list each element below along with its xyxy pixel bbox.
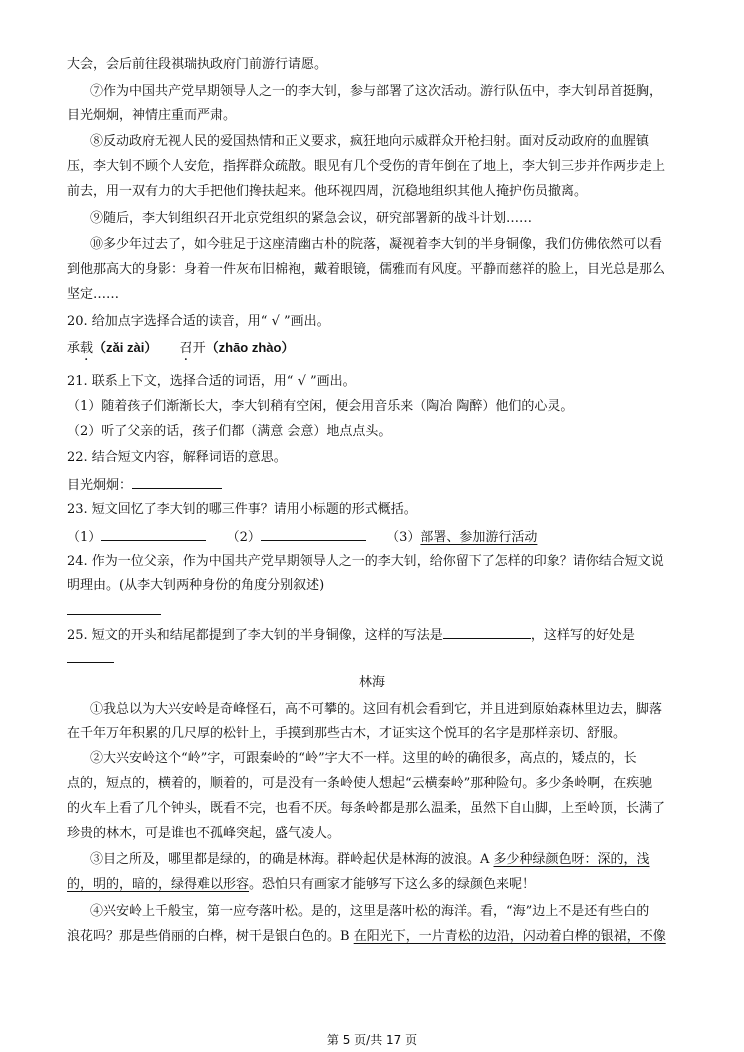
paragraph-7: ⑦作为中国共产党早期领导人之一的李大钊，参与部署了这次活动。游行队伍中，李大钊昂首挺胸，: [90, 84, 663, 99]
page-footer: 第 5 页/共 17 页: [326, 1033, 418, 1047]
paragraph-9: ⑨随后，李大钊组织召开北京党组织的紧急会议，研究部署新的战斗计划……: [90, 211, 533, 226]
question-25: [67, 624, 635, 646]
forest-paragraph-2-cont: 点的，短点的，横着的，顺着的，可是没有一条岭使人想起“云横秦岭”那种险句。多少条岭啊，在疾驰: [67, 776, 653, 791]
question-21: 21. 联系上下文，选择合适的词语，用“ √ ”画出。: [67, 374, 356, 389]
question-23: 23. 短文回忆了李大钊的哪三件事？请用小标题的形式概括。: [67, 502, 417, 517]
passage-title: 林海: [358, 675, 385, 690]
forest-paragraph-2: ②大兴安岭这个“岭”字，可跟秦岭的“岭”字大不一样。这里的岭的确很多，高点的，矮点的，长: [90, 751, 637, 766]
q20-dotted-char: 召: [179, 341, 193, 356]
answer-blank[interactable]: [443, 624, 531, 639]
forest-p4-text: 浪花吗？那是些俏丽的白桦，树干是银白色的。B: [67, 929, 354, 944]
question-24-cont: 明理由。(从李大钊两种身份的角度分别叙述): [67, 578, 325, 593]
q20-pinyin-a[interactable]: （zǎi zài）: [93, 340, 158, 355]
question-24: 24. 作为一位父亲，作为中国共产党早期领导人之一的李大钊，给你留下了怎样的印象？请你结合短文说: [67, 554, 664, 569]
paragraph-10-cont: 坚定……: [67, 287, 120, 302]
paragraph-8-cont: 前去，用一双有力的大手把他们搀扶起来。他环视四周，沉稳地组织其他人掩护伤员撤离。: [67, 184, 588, 199]
q23-item-2: （2）: [226, 530, 261, 545]
forest-paragraph-4-cont: [67, 927, 666, 947]
q25-text: 25. 短文的开头和结尾都提到了李大钊的半身铜像，这样的写法是: [67, 628, 443, 643]
forest-paragraph-1-cont: 在千年万年积累的几尺厚的松针上，手摸到那些古木，才证实这个悦耳的名字是那样亲切、舒服。: [67, 726, 627, 741]
forest-p3-text: 。恐怕只有画家才能够写下这么多的绿颜色来呢！: [249, 877, 536, 892]
forest-paragraph-1: ①我总以为大兴安岭是奇峰怪石，高不可攀的。这回有机会看到它，并且进到原始森林里边去，脚落: [90, 702, 663, 717]
answer-blank[interactable]: [101, 526, 206, 541]
question-24-answer: [67, 600, 161, 622]
q25-text: ，这样写的好处是: [530, 628, 635, 643]
forest-paragraph-2-cont: 的火车上看了几个钟头，既看不完，也看不厌。每条岭都是那么温柔，虽然下自山脚，上至岭顶，长满了: [67, 801, 666, 816]
underlined-sentence-a: 多少种绿颜色呀：深的，浅: [493, 852, 650, 867]
q23-item-3: （3）: [386, 530, 421, 545]
answer-blank[interactable]: [67, 648, 114, 663]
paragraph-7-cont: 目光炯炯，神情庄重而严肃。: [67, 108, 237, 123]
q23-answer-3: 部署、参加游行活动: [420, 530, 538, 545]
paragraph-10: ⑩多少年过去了，如今驻足于这座清幽古朴的院落，凝视着李大钊的半身铜像，我们仿佛依然可以看: [90, 237, 663, 252]
forest-p3-text: ③目之所及，哪里都是绿的，的确是林海。群岭起伏是林海的波浪。A: [90, 852, 494, 867]
paragraph-10-cont: 到他那高大的身影：身着一件灰布旧棉袍，戴着眼镜，儒雅而有风度。平静而慈祥的脸上，目光总是那么: [67, 262, 666, 277]
q22-term: 目光炯炯：: [67, 478, 133, 493]
question-23-answers: [67, 526, 537, 548]
question-25-answer: [67, 648, 114, 670]
answer-blank[interactable]: [67, 600, 161, 615]
underlined-sentence-b: 在阳光下，一片青松的边沿，闪动着白桦的银裙，不像: [353, 929, 666, 944]
question-20: 20. 给加点字选择合适的读音，用“ √ ”画出。: [67, 314, 330, 329]
story-line: 大会，会后前往段祺瑞执政府门前游行请愿。: [67, 57, 328, 72]
question-22: 22. 结合短文内容，解释词语的意思。: [67, 450, 287, 465]
forest-paragraph-3-cont: [67, 875, 535, 895]
answer-blank[interactable]: [261, 526, 366, 541]
q20-char: 承: [67, 341, 81, 356]
paragraph-8-cont: 压，李大钊不顾个人安危，指挥群众疏散。眼见有几个受伤的青年倒在了地上，李大钊三步并作两步走上: [67, 159, 666, 174]
forest-paragraph-2-cont: 珍贵的林木，可是谁也不孤峰突起，盛气凌人。: [67, 826, 341, 841]
forest-paragraph-3: [90, 850, 650, 870]
underlined-sentence-a: 的，明的，暗的，绿得难以形容: [67, 877, 250, 892]
q20-pinyin-b[interactable]: （zhāo zhào）: [205, 340, 295, 355]
forest-paragraph-4: ④兴安岭上千般宝，第一应夸落叶松。是的，这里是落叶松的海洋。看，“海”边上不是还有些白的: [90, 904, 650, 919]
question-21-2[interactable]: （2）听了父亲的话，孩子们都（满意 会意）地点点头。: [67, 424, 392, 439]
q20-dotted-char: 载: [80, 341, 94, 356]
question-20-options: [67, 338, 294, 359]
q20-char: 开: [192, 341, 206, 356]
question-22-answer: [67, 474, 222, 496]
question-21-1[interactable]: （1）随着孩子们渐渐长大，李大钊稍有空闲，便会用音乐来（陶冶 陶醉）他们的心灵。: [67, 399, 574, 414]
paragraph-8: ⑧反动政府无视人民的爱国热情和正义要求，疯狂地向示威群众开枪扫射。面对反动政府的血腥镇: [90, 134, 650, 149]
answer-blank[interactable]: [132, 474, 222, 489]
q23-item-1: （1）: [67, 530, 102, 545]
